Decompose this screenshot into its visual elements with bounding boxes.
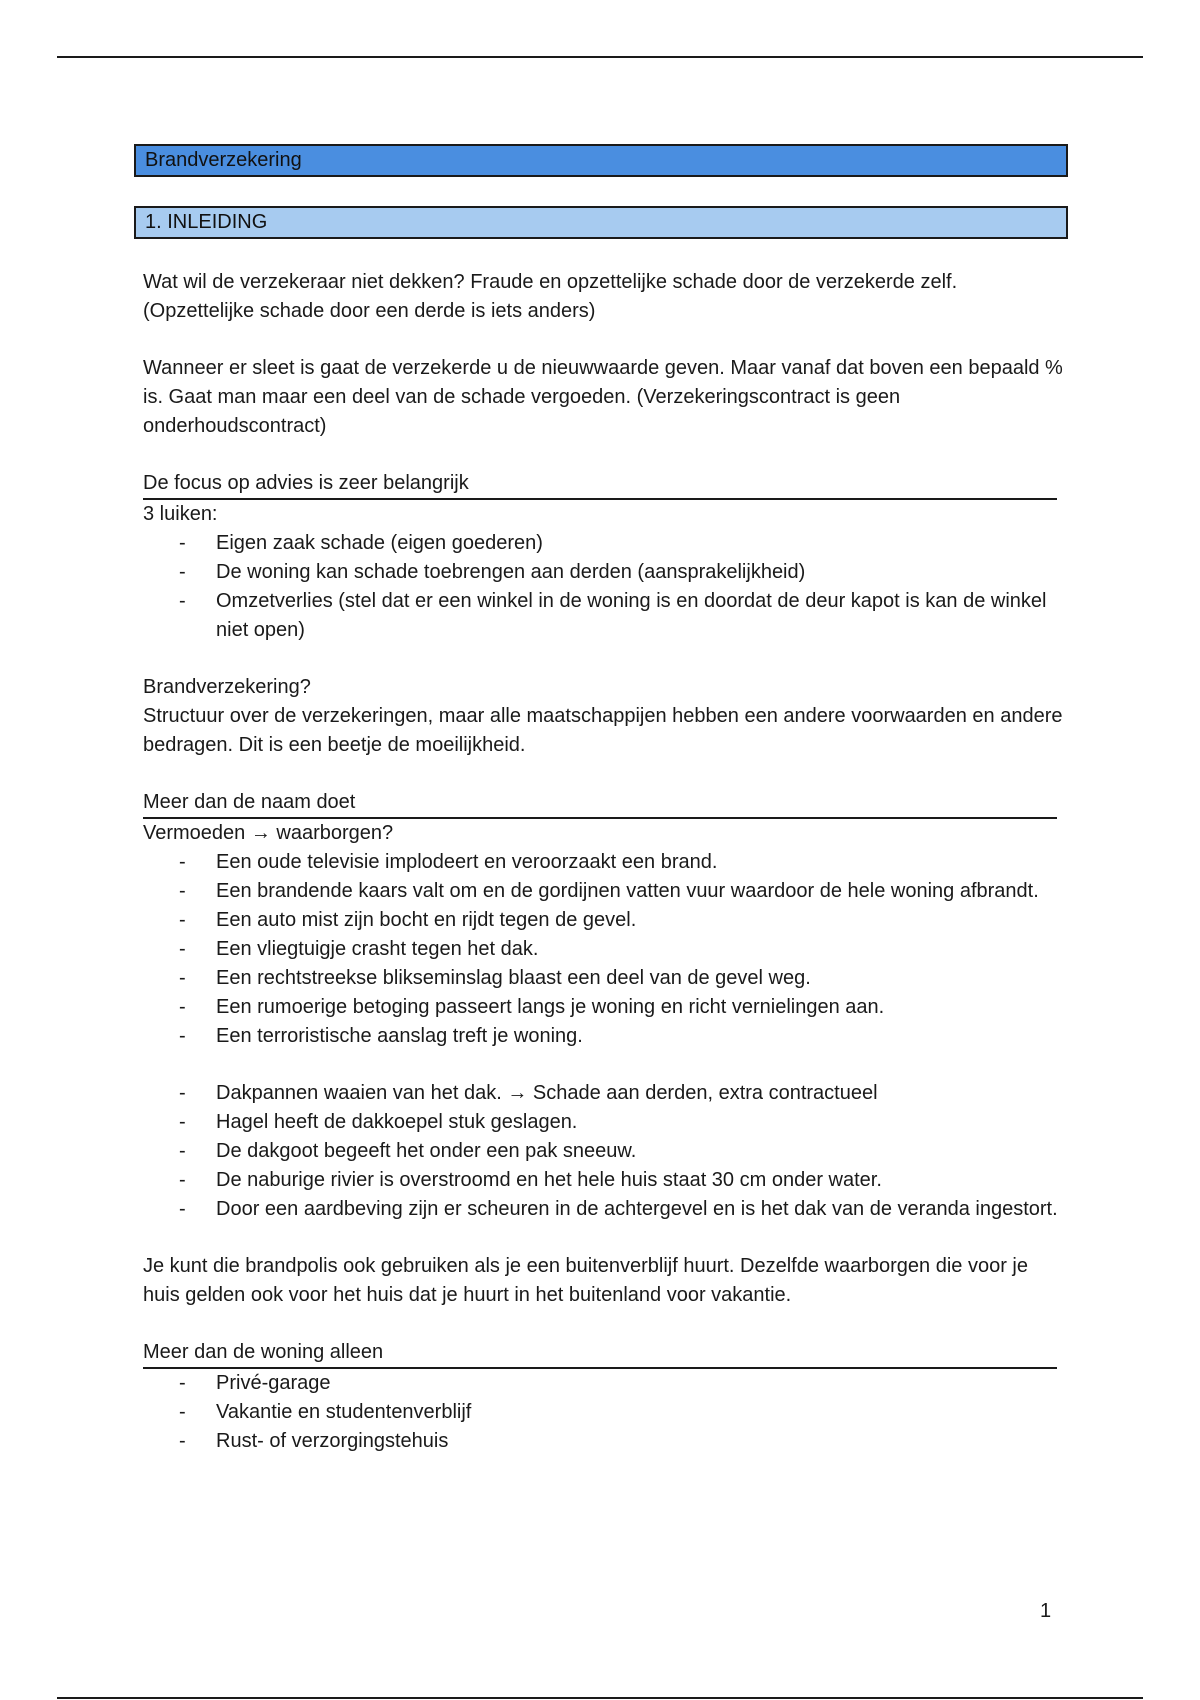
list-item: - Privé-garage xyxy=(143,1369,1067,1398)
brand-text: Structuur over de verzekeringen, maar alle maatschappijen hebben een andere voorwaarden en andere bedragen. Dit is een beetje de moeilijkheid. xyxy=(143,705,1063,756)
list-item: - De woning kan schade toebrengen aan derden (aansprakelijkheid) xyxy=(143,558,1067,587)
list-item: - Een oude televisie implodeert en veroorzaakt een brand. xyxy=(143,848,1067,877)
header-rule xyxy=(57,56,1143,58)
intro-paragraph-1: Wat wil de verzekeraar niet dekken? Fraude en opzettelijke schade door de verzekerde zelf. (Opzettelijke schade door een derde is iets anders) xyxy=(143,271,958,322)
page-number: 1 xyxy=(1040,1600,1052,1622)
list-item: - Door een aardbeving zijn er scheuren in de achtergevel en is het dak van de veranda ingestort. xyxy=(143,1195,1067,1224)
naam-lead: Vermoeden → waarborgen? xyxy=(143,822,394,844)
naam-list-1 xyxy=(143,848,1067,1051)
brand-question: Brandverzekering? xyxy=(143,676,311,698)
list-item: - Hagel heeft de dakkoepel stuk geslagen. xyxy=(143,1108,1067,1137)
focus-list xyxy=(143,529,1067,645)
footer-rule xyxy=(57,1697,1143,1699)
section-heading: 1. INLEIDING xyxy=(134,206,1068,239)
list-item: - Rust- of verzorgingstehuis xyxy=(143,1427,1067,1456)
naam-heading: Meer dan de naam doet xyxy=(143,788,1057,819)
list-item: - Een rechtstreekse blikseminslag blaast een deel van de gevel weg. xyxy=(143,964,1067,993)
list-item: - De naburige rivier is overstroomd en het hele huis staat 30 cm onder water. xyxy=(143,1166,1067,1195)
woning-heading: Meer dan de woning alleen xyxy=(143,1338,1057,1369)
list-item: - Een auto mist zijn bocht en rijdt tegen de gevel. xyxy=(143,906,1067,935)
list-item: - Vakantie en studentenverblijf xyxy=(143,1398,1067,1427)
naam-outro: Je kunt die brandpolis ook gebruiken als je een buitenverblijf huurt. Dezelfde waarborgen die voor je huis gelden ook voor het huis dat je huurt in het buitenland voor vakantie. xyxy=(143,1255,1028,1306)
list-item: - De dakgoot begeeft het onder een pak sneeuw. xyxy=(143,1137,1067,1166)
list-item: - Eigen zaak schade (eigen goederen) xyxy=(143,529,1067,558)
list-item: - Een vliegtuigje crasht tegen het dak. xyxy=(143,935,1067,964)
focus-heading: De focus op advies is zeer belangrijk xyxy=(143,469,1057,500)
woning-list xyxy=(143,1369,1067,1456)
intro-paragraph-2: Wanneer er sleet is gaat de verzekerde u de nieuwwaarde geven. Maar vanaf dat boven een bepaald % is. Gaat man maar een deel van de schade vergoeden. (Verzekeringscontract is geen onderhoudscontract) xyxy=(143,357,1063,437)
document-title: Brandverzekering xyxy=(134,144,1068,177)
document-body xyxy=(143,144,1067,1456)
focus-lead: 3 luiken: xyxy=(143,503,218,525)
list-item: - Dakpannen waaien van het dak. → Schade aan derden, extra contractueel xyxy=(143,1079,1067,1108)
naam-list-2 xyxy=(143,1079,1067,1224)
list-item: - Een rumoerige betoging passeert langs je woning en richt vernielingen aan. xyxy=(143,993,1067,1022)
list-item: - Omzetverlies (stel dat er een winkel in de woning is en doordat de deur kapot is kan de winkel niet open) xyxy=(143,587,1067,645)
list-item: - Een terroristische aanslag treft je woning. xyxy=(143,1022,1067,1051)
list-item: - Een brandende kaars valt om en de gordijnen vatten vuur waardoor de hele woning afbrandt. xyxy=(143,877,1067,906)
